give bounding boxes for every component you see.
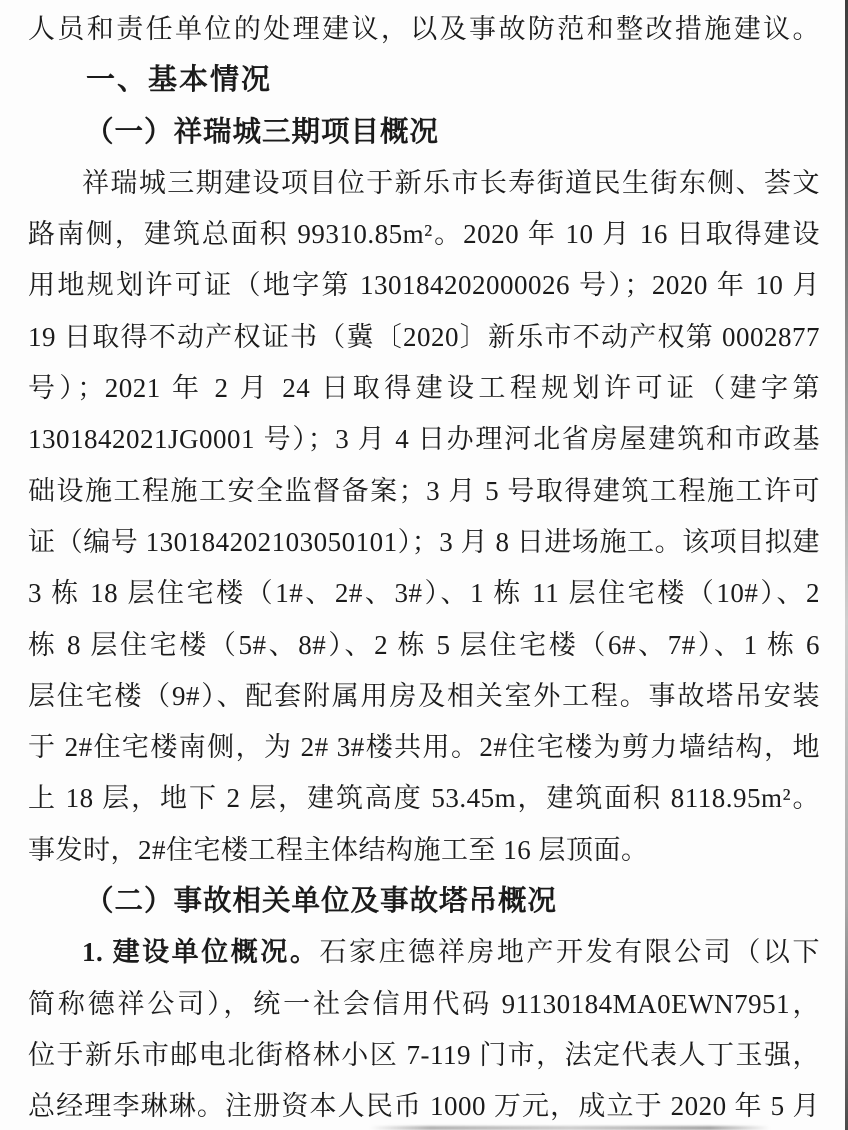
subsection-heading-involved-units: （二）事故相关单位及事故塔吊概况 — [85, 886, 558, 918]
doc-line-paragraph-continuation: 人员和责任单位的处理建议，以及事故防范和整改措施建议。 — [28, 14, 820, 44]
doc-line: 祥瑞城三期建设项目位于新乐市长寿街道民生街东侧、荟文 — [82, 167, 820, 198]
doc-line: 19 日取得不动产权证书（冀〔2020〕新乐市不动产权第 0002877 — [28, 321, 820, 352]
doc-line: 位于新乐市邮电北街格林小区 7-119 门市，法定代表人丁玉强， — [28, 1039, 820, 1070]
doc-line: 用地规划许可证（地字第 130184202000026 号）；2020 年 10 月 — [28, 270, 820, 301]
doc-line: 础设施工程施工安全监督备案；3 月 5 号取得建筑工程施工许可 — [28, 475, 820, 506]
run-regular: 石家庄德祥房地产开发有限公司（以下 — [319, 937, 820, 968]
document-content — [28, 4, 820, 1130]
doc-line: 1301842021JG0001 号）；3 月 4 日办理河北省房屋建筑和市政基 — [28, 424, 820, 455]
doc-line: 证（编号 130184202103050101）；3 月 8 日进场施工。该项目拟建 — [28, 526, 820, 557]
doc-line: 栋 8 层住宅楼（5#、8#）、2 栋 5 层住宅楼（6#、7#）、1 栋 6 — [28, 629, 820, 660]
section-heading-basic-info: 一、基本情况 — [86, 64, 273, 97]
subsection-heading-project-overview: （一）祥瑞城三期项目概况 — [85, 116, 440, 148]
doc-line: 于 2#住宅楼南侧，为 2# 3#楼共用。2#住宅楼为剪力墙结构，地 — [28, 732, 820, 763]
doc-line-paragraph-end: 事发时，2#住宅楼工程主体结构施工至 16 层顶面。 — [28, 834, 649, 865]
doc-line: 3 栋 18 层住宅楼（1#、2#、3#）、1 栋 11 层住宅楼（10#）、2 — [28, 578, 820, 609]
doc-line: 号）；2021 年 2 月 24 日取得建设工程规划许可证（建字第 — [28, 373, 820, 404]
run-bold-construction-unit-overview: 1. 建设单位概况。 — [82, 937, 320, 968]
doc-line-page-bottom: 总经理李琳琳。注册资本人民币 1000 万元，成立于 2020 年 5 月 — [28, 1091, 820, 1122]
doc-line: 路南侧，建筑总面积 99310.85m²。2020 年 10 月 16 日取得建设 — [28, 219, 820, 250]
doc-line: 层住宅楼（9#）、配套附属用房及相关室外工程。事故塔吊安装 — [28, 680, 820, 711]
doc-line: 上 18 层，地下 2 层，建筑高度 53.45m，建筑面积 8118.95m²。 — [28, 783, 820, 814]
doc-line-mixed-weight — [28, 927, 820, 978]
doc-line: 简称德祥公司），统一社会信用代码 91130184MA0EWN7951， — [28, 988, 820, 1019]
scan-artifact-bottom-smudge — [370, 1126, 770, 1130]
